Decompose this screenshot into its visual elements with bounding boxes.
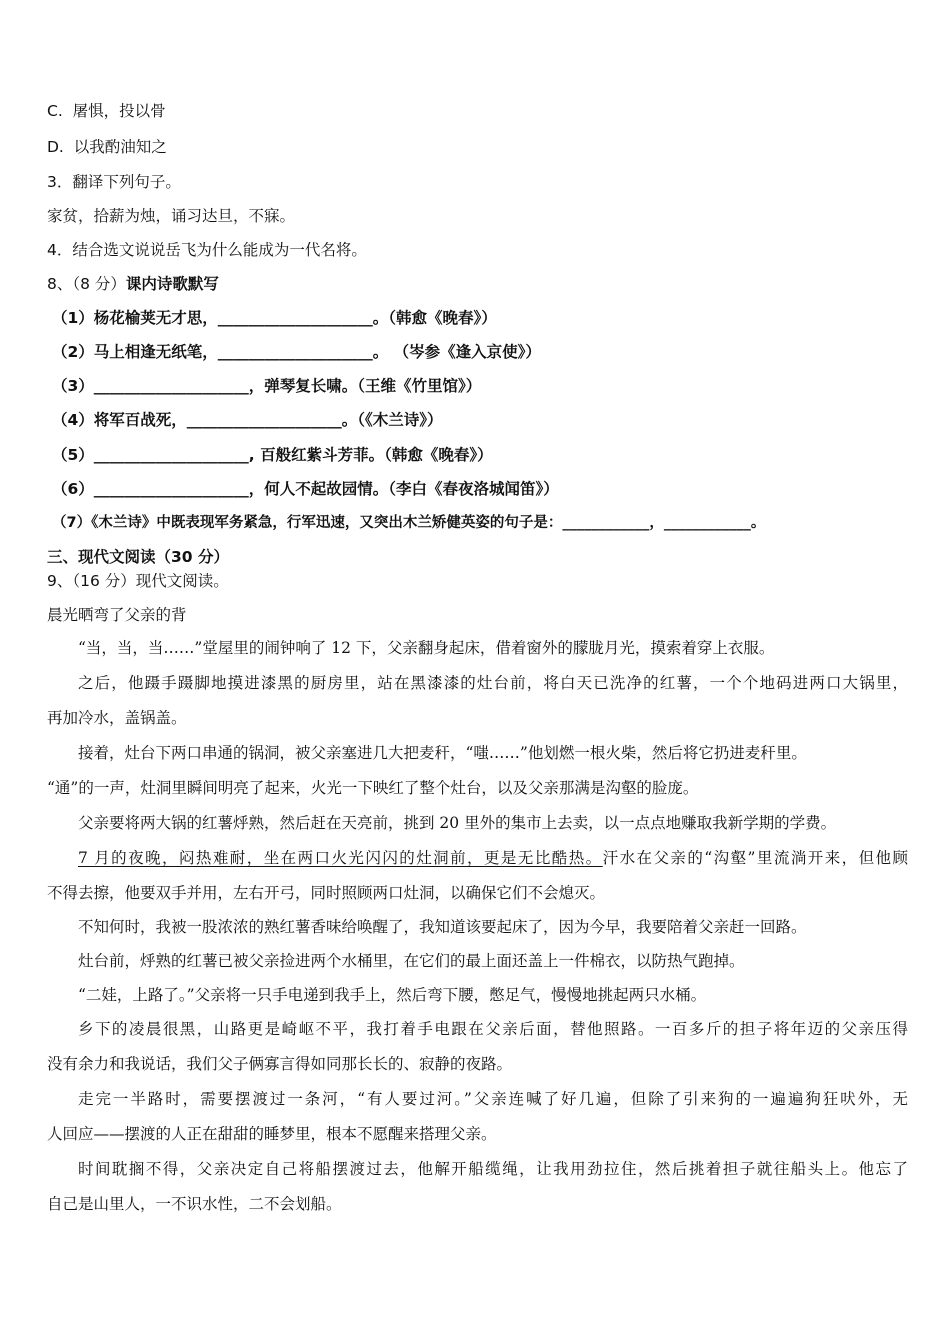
article-p2-line2: 再加冷水，盖锅盖。	[47, 709, 187, 727]
article-p4: 父亲要将两大锅的红薯烀熟，然后赶在天亮前，挑到 20 里外的集市上去卖，以一点点地赚取我新学期的学费。	[78, 814, 837, 832]
article-p5-line1: 7 月的夜晚，闷热难耐，坐在两口火光闪闪的灶洞前，更是无比酷热。汗水在父亲的“沟壑”里流淌开来，但他顾	[78, 849, 908, 867]
article-p1: “当，当，当……”堂屋里的闹钟响了 12 下，父亲翻身起床，借着窗外的朦胧月光，摸索着穿上衣服。	[78, 639, 775, 657]
q8-item-6: （6）____________________，何人不起故园情。（李白《春夜洛城闻笛》）	[52, 480, 559, 498]
article-p10-line1: 走完一半路时，需要摆渡过一条河，“有人要过河。”父亲连喊了好几遍，但除了引来狗的一遍遍狗狂吠外，无	[78, 1090, 908, 1108]
q8-item-5: （5）____________________, 百般红紫斗芳菲。（韩愈《晚春》）	[52, 446, 493, 464]
q8-item-7: （7）《木兰诗》中既表现军务紧急，行军迅速，又突出木兰矫健英姿的句子是：____________，____________。	[52, 515, 766, 531]
article-p11-line1: 时间耽搁不得，父亲决定自己将船摆渡过去，他解开船缆绳，让我用劲拉住，然后挑着担子就往船头上。他忘了	[78, 1160, 908, 1178]
article-p10-line2: 人回应——摆渡的人正在甜甜的睡梦里，根本不愿醒来搭理父亲。	[47, 1125, 497, 1143]
q8-item-4: （4）将军百战死，____________________。（《木兰诗》）	[52, 411, 443, 429]
underlined-sentence: 7 月的夜晚，闷热难耐，坐在两口火光闪闪的灶洞前，更是无比酷热。	[78, 849, 603, 867]
article-p7: 灶台前，烀熟的红薯已被父亲捡进两个水桶里，在它们的最上面还盖上一件棉衣，以防热气跑掉。	[78, 952, 745, 970]
section-title: 三、现代文阅读（30 分）	[47, 548, 229, 566]
option-d: D. 以我酌油知之	[47, 138, 167, 156]
q8-item-3: （3）____________________，弹琴复长啸。（王维《竹里馆》）	[52, 377, 482, 395]
q8-item-1: （1）杨花榆荚无才思，____________________。（韩愈《晚春》）	[52, 309, 497, 327]
article-title: 晨光晒弯了父亲的背	[47, 606, 187, 624]
article-p8: “二娃，上路了。”父亲将一只手电递到我手上，然后弯下腰，憋足气，慢慢地挑起两只水桶。	[78, 986, 707, 1004]
article-p3-line2: “通”的一声，灶洞里瞬间明亮了起来，火光一下映红了整个灶台，以及父亲那满是沟壑的脸庞。	[47, 779, 699, 797]
q8-title: 课内诗歌默写	[125, 275, 219, 293]
article-p3-line1: 接着，灶台下两口串通的锅洞，被父亲塞进几大把麦秆，“嗤……”他划燃一根火柴，然后将它扔进麦秆里。	[78, 744, 807, 762]
article-p5-line2: 不得去擦，他要双手并用，左右开弓，同时照顾两口灶洞，以确保它们不会熄灭。	[47, 884, 606, 902]
q8-item-2: （2）马上相逢无纸笔，____________________。 （岑参《逢入京使》）	[52, 343, 541, 361]
q7-3-sentence: 家贫，拾薪为烛，诵习达旦，不寐。	[47, 207, 296, 225]
q8-header: 8、（8 分）课内诗歌默写	[47, 275, 219, 293]
q9-header: 9、（16 分）现代文阅读。	[47, 572, 229, 590]
article-p2-line1: 之后，他蹑手蹑脚地摸进漆黑的厨房里，站在黑漆漆的灶台前，将白天已洗净的红薯，一个个地码进两口大锅里，	[78, 674, 908, 692]
article-p6: 不知何时，我被一股浓浓的熟红薯香味给唤醒了，我知道该要起床了，因为今早，我要陪着父亲赶一回路。	[78, 918, 807, 936]
option-c: C. 屠惧，投以骨	[47, 102, 166, 120]
q7-3-prompt: 3．翻译下列句子。	[47, 173, 181, 191]
article-p9-line2: 没有余力和我说话，我们父子俩寡言得如同那长长的、寂静的夜路。	[47, 1055, 513, 1073]
article-p9-line1: 乡下的凌晨很黑，山路更是崎岖不平，我打着手电跟在父亲后面，替他照路。一百多斤的担子将年迈的父亲压得	[78, 1020, 908, 1038]
article-p11-line2: 自己是山里人，一不识水性，二不会划船。	[47, 1195, 342, 1213]
q7-4-prompt: 4．结合选文说说岳飞为什么能成为一代名将。	[47, 241, 367, 259]
